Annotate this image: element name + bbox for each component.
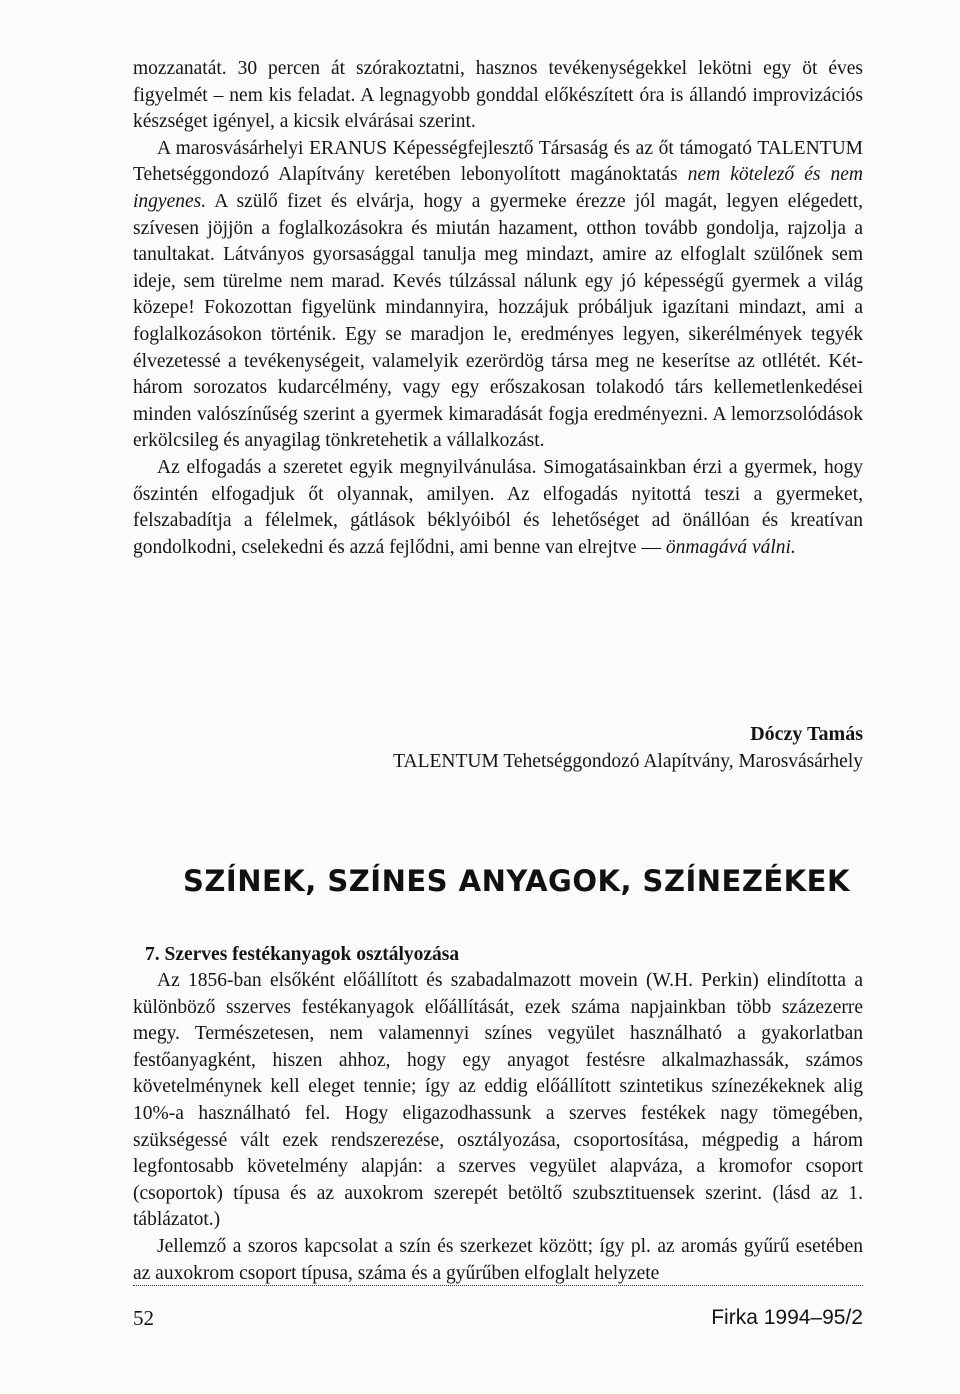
intro-paragraph-3 [133, 455, 863, 561]
author-name: Dóczy Tamás [750, 723, 863, 745]
page-number: 52 [133, 1306, 154, 1330]
intro-paragraph-2-lead: A marosvásárhelyi ERANUS Képességfejlesztő Társaság és az őt támogató TALENTUM Tehetséggondozó Alapítvány keretében lebonyolított magánoktatás [133, 137, 863, 186]
intro-paragraph-2-rest: A szülő fizet és elvárja, hogy a gyermeke érezze jól magát, legyen elégedett, szívesen jöjjön a foglalkozásokra és miután hazament, otthon tovább gondolja, rajzolja a tanultakat. Látványos gyorsasággal tanulja meg mindazt, amire az elfoglalt szülőnek sem ideje, sem türelme nem marad. Kevés túlzással nálunk egy jó képességű gyermek a világ közepe! Fokozottan figyelünk mindannyira, hozzájuk próbáljuk igazítani mindazt, ami a foglalkozásokon történik. Egy se maradjon le, eredményes legyen, sikerélmények tegyék élvezetessé a tevékenységeit, valamelyik ezerördög társa meg ne keserítse az otllétét. Két-három sorozatos kudarcélmény, vagy egy erőszakosan tolakodó társ kellemetlenkedései minden valószínűség szerint a gyermek kimaradását fogja eredményezni. A lemorzsolódások erkölcsileg és anyagilag tönkretehetik a vállalkozást. [133, 190, 863, 452]
author-organization: TALENTUM Tehetséggondozó Alapítvány, Marosvásárhely [393, 751, 863, 772]
article-body [133, 968, 863, 1287]
intro-paragraph-1: mozzanatát. 30 percen át szórakoztatni, hasznos tevékenységekkel lekötni egy öt éves figyelmét – nem kis feladat. A legnagyobb gonddal előkészített óra is állandó improvizációs készséget igényel, a kicsik elvárásai szerint. [133, 58, 863, 133]
article-title: SZÍNEK, SZÍNES ANYAGOK, SZÍNEZÉKEK [183, 864, 850, 898]
intro-paragraph-2-emphasis: nem kötelező és nem ingyenes. [133, 164, 864, 212]
intro-paragraph-3-emphasis: önmagává válni. [665, 536, 796, 558]
intro-paragraph-3-text: Az elfogadás a szeretet egyik megnyilvánulása. Simogatásainkban érzi a gyermek, hogy őszintén elfogadjuk őt olyannak, amilyen. Az elfogadás nyitottá teszi a gyermeket, felszabadítja a félelmek, gátlások béklyóiból és lehetőséget ad önállóan és kreatívan gondolkodni, cselekedni és azzá fejlődni, ami benne van elrejtve — [133, 456, 863, 558]
intro-paragraph-2 [133, 136, 863, 455]
page-body [133, 56, 864, 1284]
article-paragraph-2: Jellemző a szoros kapcsolat a szín és szerkezet között; így pl. az aromás gyűrű esetében az auxokrom csoport típusa, száma és a gyűrűben elfoglalt helyzete [133, 1235, 863, 1284]
article-paragraph-1: Az 1856-ban elsőként előállított és szabadalmazott movein (W.H. Perkin) elindította a különböző sszerves festékanyagok előállítását, ezek száma napjainkban több százezerre megy. Természetesen, nem valamennyi színes vegyület használható a gyakorlatban festőanyagként, hiszen ahhoz, hogy egy anyagot festésre alkalmazhassák, számos követelménynek kell eleget tennie; így az eddig előállított szintetikus színezékeknek alig 10%-a használható fel. Hogy eligazodhassunk a szerves festékek nagy tömegében, szükségessé vált ezek rendszerezése, osztályozása, csoportosítása, mégpedig a három legfontosabb követelmény alapján: a szerves vegyület alapváza, a kromofor csoport (csoportok) típusa és az auxokrom szerepét betöltő szubsztituensek szerint. (lásd az 1. táblázatot.) [133, 970, 863, 1231]
section-heading: 7. Szerves festékanyagok osztályozása [145, 944, 460, 965]
author-signature [393, 720, 863, 776]
footer-divider [133, 1285, 863, 1286]
magazine-issue: Firka 1994–95/2 [711, 1306, 863, 1329]
